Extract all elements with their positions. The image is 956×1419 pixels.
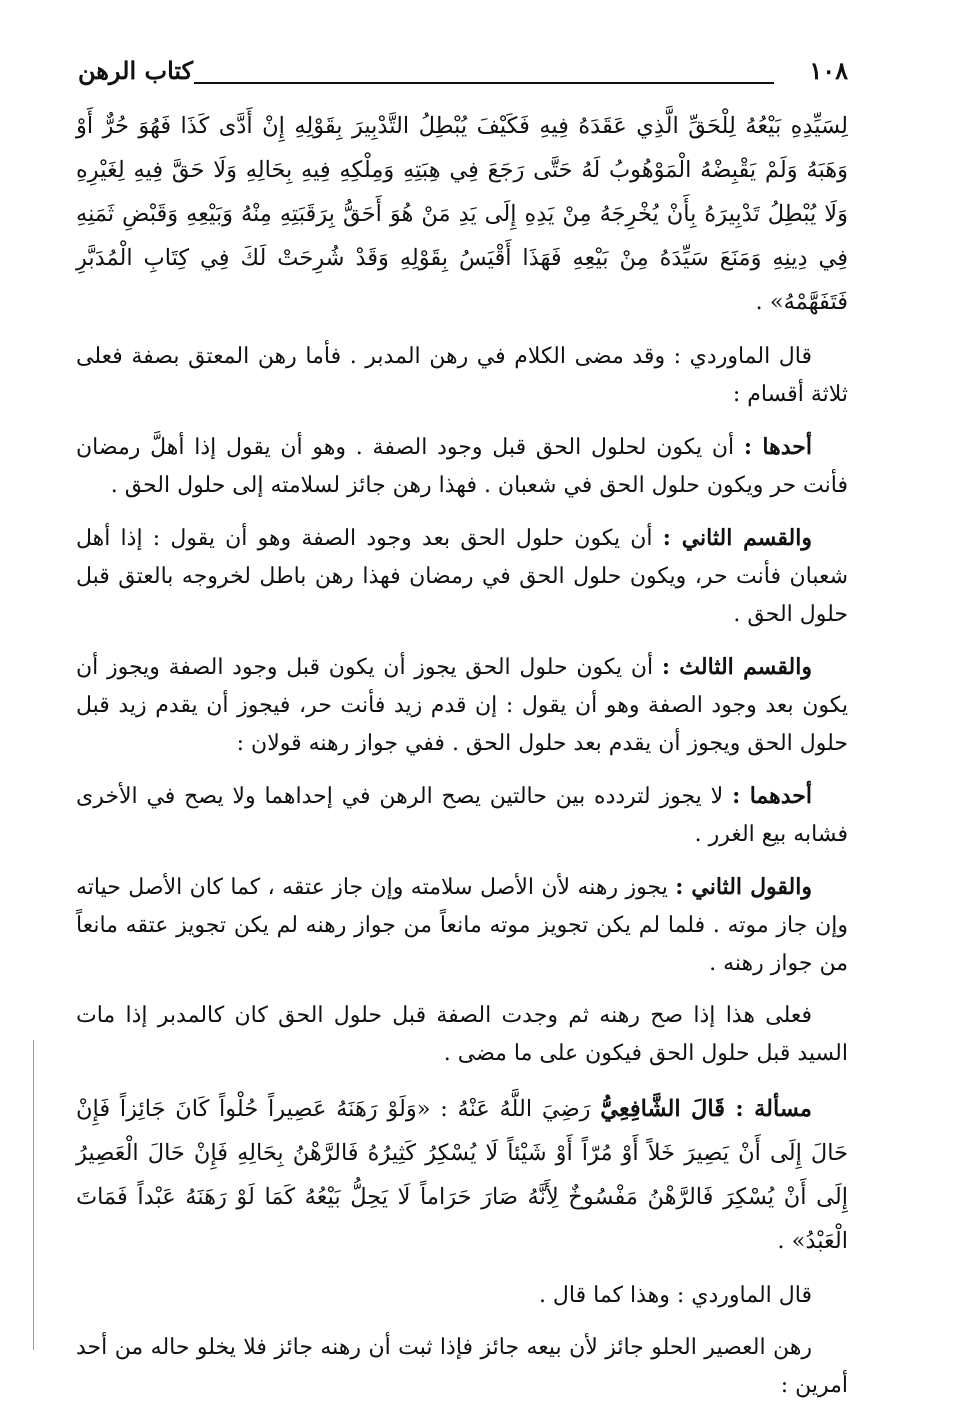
page-body: [76, 104, 848, 1419]
paragraph-text: لا يجوز لتردده بين حالتين يصح الرهن في إحداهما ولا يصح في الأخرى فشابه بيع الغرر .: [76, 784, 848, 847]
page-number: ١٠٨: [809, 56, 848, 85]
paragraph-text: أن يكون حلول الحق يجوز أن يكون قبل وجود الصفة ويجوز أن يكون بعد وجود الصفة وهو أن يقول : إن قدم زيد فأنت حر، فيجوز أن يقدم زيد قبل حلول الحق ويجوز أن يقدم بعد حلول الحق . ففي جواز رهنه قولان :: [76, 655, 848, 756]
paragraph-text: لِسَيِّدِهِ بَيْعُهُ لِلْحَقِّ الَّذِي عَقَدَهُ فِيهِ فَكَيْفَ يُبْطِلُ التَّدْبِيرَ بِقَوْلِهِ إِنْ أَدَّى كَذَا فَهُوَ حُرٌّ أَوْ وَهَبَهُ وَلَمْ يَقْبِضْهُ الْمَوْهُوبُ لَهُ حَتَّى رَجَعَ فِي هِبَتِهِ وَمِلْكِهِ فِيهِ بِحَالِهِ وَلَا حَقَّ فِيهِ لِغَيْرِهِ وَلَا يُبْطِلُ تَدْبِيرَهُ بِأَنْ يُخْرِجَهُ مِنْ يَدِهِ إِلَى يَدِ مَنْ هُوَ أَحَقُّ بِرَقَبَتِهِ مِنْهُ وَبَيْعِهِ وَقَبْضِ ثَمَنِهِ فِي دِينِهِ وَمَنَعَ سَيِّدَهُ مِنْ بَيْعِهِ فَهَذَا أَقْيَسُ بِقَوْلِهِ وَقَدْ شُرِحَتْ لَكَ فِي كِتَابِ الْمُدَبَّرِ فَتَفَهَّمْهُ» .: [76, 113, 848, 315]
ruling-paragraph: [76, 1329, 848, 1405]
paragraph-text: يجوز رهنه لأن الأصل سلامته وإن جاز عتقه ، كما كان الأصل حياته وإن جاز موته . فلما لم يكن تجويز موته مانعاً من جواز رهنه لم يكن تجويز عتقه مانعاً من جواز رهنه .: [76, 875, 848, 976]
commentary-paragraph: [76, 1277, 848, 1315]
issue-paragraph: [76, 1087, 848, 1263]
paragraph-text: قال الماوردي : وهذا كما قال .: [538, 1283, 812, 1308]
quoted-text-paragraph: [76, 104, 848, 324]
paragraph-text: أن يكون حلول الحق بعد وجود الصفة وهو أن يقول : إذا أهل شعبان فأنت حر، ويكون حلول الحق في رمضان فهذا رهن باطل لخروجه بالعتق قبل حلول الحق .: [76, 526, 848, 627]
paragraph-text: أن يكون لحلول الحق قبل وجود الصفة . وهو أن يقول إذا أهلَّ رمضان فأنت حر ويكون حلول الحق في شعبان . فهذا رهن جائز لسلامته إلى حلول الحق .: [76, 435, 848, 498]
section-first: [76, 428, 848, 505]
consequence-paragraph: [76, 997, 848, 1073]
opinion-first: [76, 777, 848, 854]
section-term: والقسم الثالث :: [661, 654, 812, 680]
section-term: والقسم الثاني :: [662, 525, 812, 551]
section-third: [76, 648, 848, 763]
section-term: والقول الثاني :: [675, 874, 812, 900]
paragraph-text: قال الماوردي : وقد مضى الكلام في رهن المدبر . فأما رهن المعتق بصفة فعلى ثلاثة أقسام :: [76, 344, 848, 407]
running-header: [78, 56, 848, 96]
section-second: [76, 519, 848, 634]
commentary-paragraph: [76, 338, 848, 414]
paragraph-text: فعلى هذا إذا صح رهنه ثم وجدت الصفة قبل حلول الحق كان كالمدبر إذا مات السيد قبل حلول الحق فيكون على ما مضى .: [76, 1003, 848, 1066]
header-rule: [194, 82, 774, 84]
section-term: أحدهما :: [732, 783, 812, 809]
section-term: أحدها :: [743, 434, 812, 460]
book-title: كتاب الرهن: [78, 56, 194, 85]
paragraph-text: رَضِيَ اللَّهُ عَنْهُ : «وَلَوْ رَهَنَهُ عَصِيراً حُلْواً كَانَ جَائِزاً فَإِنْ حَالَ إِلَى أَنْ يَصِيرَ خَلاً أَوْ مُرّاً أَوْ شَيْئاً لَا يُسْكِرُ كَثِيرُهُ فَالرَّهْنُ بِحَالِهِ فَإِنْ حَالَ الْعَصِيرُ إِلَى أَنْ يُسْكِرَ فَالرَّهْنُ مَفْسُوخٌ لِأَنَّهُ صَارَ حَرَاماً لَا يَحِلُّ بَيْعُهُ كَمَا لَوْ رَهَنَهُ عَبْداً فَمَاتَ الْعَبْدُ» .: [76, 1096, 848, 1254]
opinion-second: [76, 868, 848, 983]
paragraph-text: رهن العصير الحلو جائز لأن بيعه جائز فإذا ثبت أن رهنه جائز فلا يخلو حاله من أحد أمرين :: [76, 1335, 848, 1398]
issue-heading: مسألة : قَالَ الشَّافِعِيُّ: [600, 1096, 812, 1122]
scan-margin-line: [33, 1040, 34, 1350]
